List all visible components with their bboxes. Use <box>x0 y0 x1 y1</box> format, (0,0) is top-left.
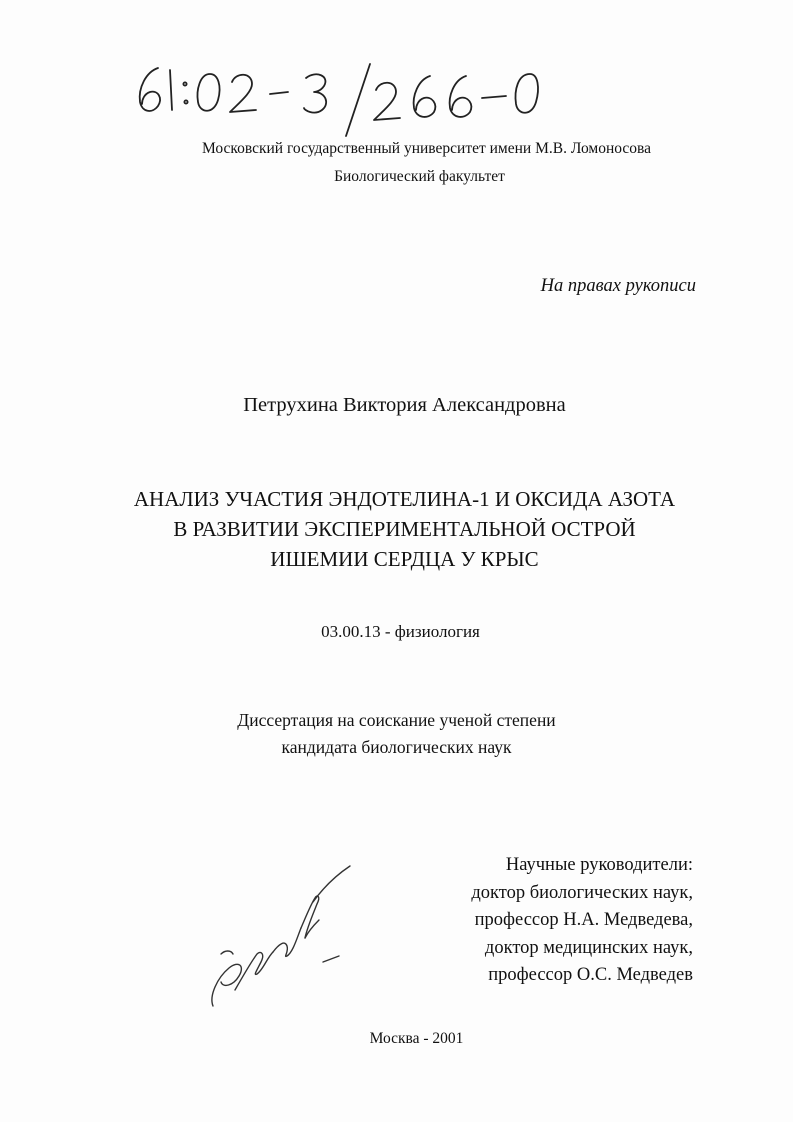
degree-line: кандидата биологических наук <box>281 737 512 757</box>
title-line: ИШЕМИИ СЕРДЦА У КРЫС <box>270 547 539 571</box>
advisors-line: профессор О.С. Медведев <box>488 965 693 985</box>
city-year: Москва - 2001 <box>369 1030 464 1047</box>
degree-description <box>0 707 793 761</box>
advisors-line: профессор Н.А. Медведева, <box>474 910 693 930</box>
title-line: АНАЛИЗ УЧАСТИЯ ЭНДОТЕЛИНА-1 И ОКСИДА АЗОТА <box>133 487 676 511</box>
degree-line: Диссертация на соискание ученой степени <box>237 710 556 730</box>
rights-note: На правах рукописи <box>540 276 696 296</box>
institution-name: Московский государственный университет имени М.В. Ломоносова <box>201 140 652 157</box>
signature-icon <box>195 858 370 1018</box>
archive-stamp-handwritten <box>130 60 560 150</box>
scientific-advisors <box>471 852 693 990</box>
advisors-line: доктор биологических наук, <box>471 882 693 903</box>
author-name: Петрухина Виктория Александровна <box>243 394 566 416</box>
advisors-line: Научные руководители: <box>505 855 693 875</box>
advisors-line: доктор медицинских наук, <box>484 937 693 958</box>
handwritten-archive-number <box>130 60 560 150</box>
handwritten-signature <box>195 858 370 1018</box>
title-line: В РАЗВИТИИ ЭКСПЕРИМЕНТАЛЬНОЙ ОСТРОЙ <box>173 517 636 541</box>
faculty-name: Биологический факультет <box>334 168 505 185</box>
dissertation-title <box>8 484 793 574</box>
specialty-code: 03.00.13 - физиология <box>321 622 480 641</box>
